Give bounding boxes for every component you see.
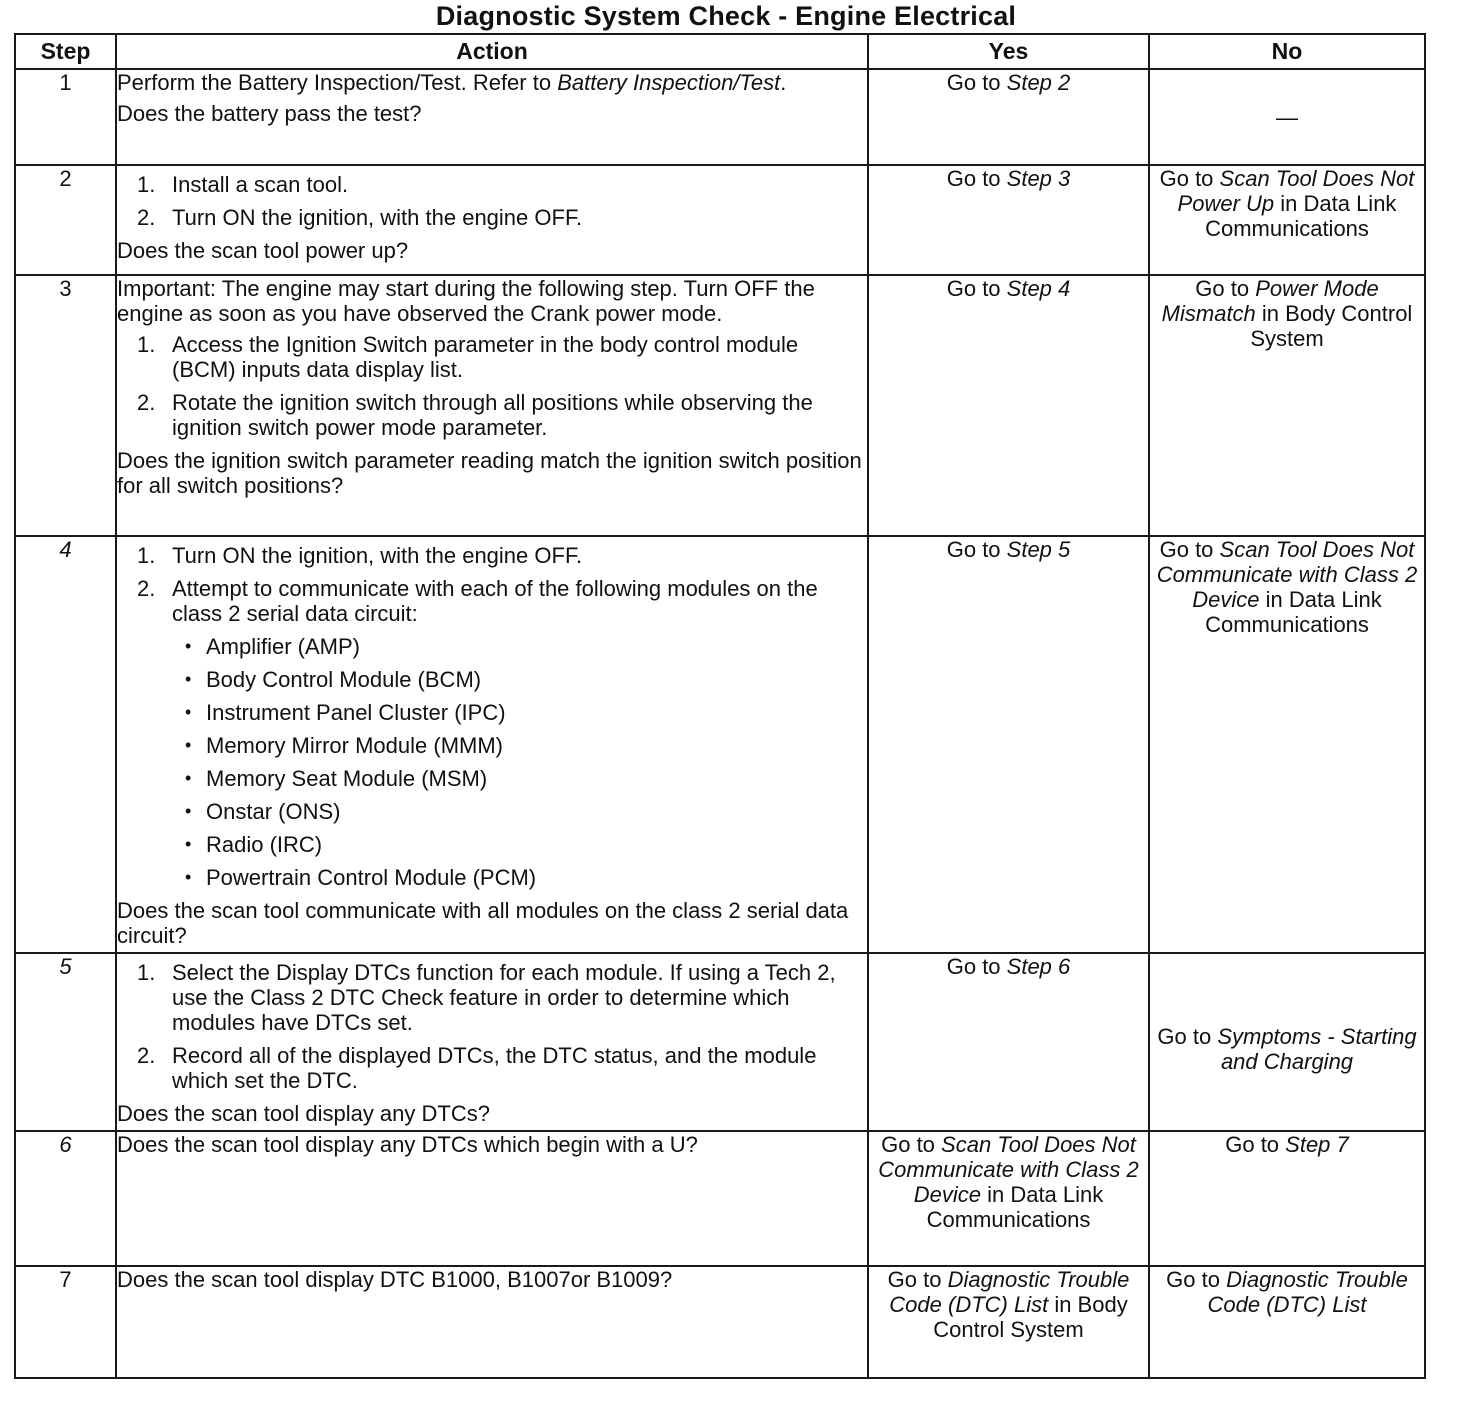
module-item: • Radio (IRC): [117, 832, 867, 857]
header-yes: Yes: [868, 34, 1149, 69]
no-cell: [1149, 1266, 1425, 1378]
table-row: [15, 536, 1425, 953]
step-number: [15, 165, 116, 275]
module-item: • Onstar (ONS): [117, 799, 867, 824]
no-reference: Diagnostic Trouble Code (DTC) List: [1207, 1267, 1408, 1317]
step-number-text: 7: [59, 1267, 72, 1292]
yes-prefix: Go to: [946, 70, 1007, 95]
step-number-text: 3: [59, 276, 72, 301]
yes-cell: [868, 275, 1149, 536]
action-steps: [117, 543, 867, 626]
no-cell: [1149, 1131, 1425, 1266]
yes-prefix: Go to: [887, 1267, 948, 1292]
no-cell: [1149, 536, 1425, 953]
step-number-text: 4: [59, 537, 72, 562]
yes-prefix: Go to: [946, 537, 1007, 562]
action-step: 1. Select the Display DTCs function for each module. If using a Tech 2, use the Class 2 DTC Check feature in order to determine which modules have DTCs set.: [137, 960, 836, 1035]
table-row: [15, 69, 1425, 165]
action-intro: Important: The engine may start during the following step. Turn OFF the engine as soon as you have observed the Crank power mode.: [117, 276, 815, 326]
action-question: Does the scan tool display any DTCs?: [117, 1101, 490, 1126]
module-item: • Memory Seat Module (MSM): [117, 766, 867, 791]
action-steps: [117, 172, 867, 230]
header-no: No: [1149, 34, 1425, 69]
action-steps: [117, 960, 867, 1093]
action-question: Does the scan tool power up?: [117, 238, 409, 263]
step-number: [15, 1131, 116, 1266]
action-cell: [116, 275, 868, 536]
yes-cell: [868, 536, 1149, 953]
no-suffix: in Body Control System: [1250, 301, 1413, 351]
step-number-text: 5: [59, 954, 72, 979]
yes-reference: Step 6: [1006, 954, 1071, 979]
action-step: 1. Install a scan tool.: [137, 172, 349, 197]
step-number-text: 2: [59, 166, 72, 191]
yes-prefix: Go to: [946, 276, 1007, 301]
step-number: [15, 275, 116, 536]
yes-reference: Step 5: [1006, 537, 1071, 562]
action-question: Does the scan tool display DTC B1000, B1007or B1009?: [117, 1267, 673, 1292]
no-reference: Symptoms - Starting and Charging: [1217, 1024, 1417, 1074]
action-cell: [116, 953, 868, 1131]
table-row: [15, 1266, 1425, 1378]
module-item: • Memory Mirror Module (MMM): [117, 733, 867, 758]
action-question: Does the battery pass the test?: [117, 101, 422, 126]
action-intro: [117, 70, 867, 95]
module-item: • Amplifier (AMP): [117, 634, 867, 659]
action-cell: [116, 69, 868, 165]
action-step: 2. Turn ON the ignition, with the engine OFF.: [137, 205, 583, 230]
no-prefix: Go to: [1159, 166, 1220, 191]
no-reference: Step 7: [1285, 1132, 1349, 1157]
table-row: [15, 1131, 1425, 1266]
action-cell: [116, 536, 868, 953]
action-question: Does the scan tool display any DTCs which begin with a U?: [117, 1132, 698, 1157]
yes-suffix: in Body Control System: [933, 1292, 1128, 1342]
action-step: 1. Access the Ignition Switch parameter in the body control module (BCM) inputs data display list.: [137, 332, 799, 382]
no-reference: Power Mode Mismatch: [1161, 276, 1379, 326]
table-row: [15, 953, 1425, 1131]
yes-cell: [868, 69, 1149, 165]
yes-reference: Step 2: [1006, 70, 1071, 95]
yes-cell: [868, 1266, 1149, 1378]
page-title: Diagnostic System Check - Engine Electrical: [435, 1, 1017, 31]
no-prefix: Go to: [1159, 537, 1220, 562]
action-step: 2. Attempt to communicate with each of the following modules on the class 2 serial data circuit:: [137, 576, 818, 626]
yes-reference: Step 3: [1006, 166, 1071, 191]
yes-reference: Scan Tool Does Not Communicate with Class 2 Device: [878, 1132, 1139, 1207]
step-number: [15, 953, 116, 1131]
header-step: Step: [15, 34, 116, 69]
no-cell: [1149, 165, 1425, 275]
step-number: [15, 1266, 116, 1378]
module-item: • Instrument Panel Cluster (IPC): [117, 700, 867, 725]
intro-text: Perform the Battery Inspection/Test. Refer to: [117, 70, 558, 95]
action-steps: [117, 332, 867, 440]
action-question: Does the ignition switch parameter reading match the ignition switch position for all switch positions?: [117, 448, 862, 498]
no-dash: —: [1276, 104, 1298, 130]
module-item: • Powertrain Control Module (PCM): [117, 865, 867, 890]
yes-prefix: Go to: [946, 166, 1007, 191]
action-step: 2. Record all of the displayed DTCs, the DTC status, and the module which set the DTC.: [137, 1043, 817, 1093]
module-item: • Body Control Module (BCM): [117, 667, 867, 692]
action-step: 2. Rotate the ignition switch through all positions while observing the ignition switch power mode parameter.: [137, 390, 813, 440]
module-list: [117, 634, 867, 890]
no-prefix: Go to: [1166, 1267, 1227, 1292]
no-cell: [1149, 69, 1425, 165]
no-reference: Scan Tool Does Not Communicate with Class 2 Device: [1156, 537, 1418, 612]
action-cell: [116, 1266, 868, 1378]
table-row: [15, 275, 1425, 536]
step-number: [15, 69, 116, 165]
yes-cell: [868, 165, 1149, 275]
no-suffix: in Data Link Communications: [1205, 191, 1397, 241]
action-cell: [116, 1131, 868, 1266]
step-number: [15, 536, 116, 953]
table-row: [15, 165, 1425, 275]
intro-end: .: [780, 70, 787, 95]
action-cell: [116, 165, 868, 275]
intro-reference: Battery Inspection/Test: [557, 70, 781, 95]
yes-prefix: Go to: [946, 954, 1007, 979]
no-prefix: Go to: [1157, 1024, 1218, 1049]
no-suffix: in Data Link Communications: [1205, 587, 1382, 637]
yes-cell: [868, 953, 1149, 1131]
no-cell: [1149, 275, 1425, 536]
yes-prefix: Go to: [881, 1132, 942, 1157]
no-cell: [1149, 953, 1425, 1131]
step-number-text: 1: [59, 70, 72, 95]
no-prefix: Go to: [1225, 1132, 1286, 1157]
diagnostic-table: [14, 33, 1426, 1379]
yes-reference: Diagnostic Trouble Code (DTC) List: [889, 1267, 1130, 1317]
yes-reference: Step 4: [1006, 276, 1071, 301]
no-prefix: Go to: [1195, 276, 1256, 301]
yes-cell: [868, 1131, 1149, 1266]
header-action: Action: [116, 34, 868, 69]
header-row: [15, 34, 1425, 69]
yes-suffix: in Data Link Communications: [926, 1182, 1104, 1232]
step-number-text: 6: [59, 1132, 72, 1157]
action-step: 1. Turn ON the ignition, with the engine OFF.: [137, 543, 583, 568]
action-question: Does the scan tool communicate with all modules on the class 2 serial data circuit?: [117, 898, 849, 948]
no-reference: Scan Tool Does Not Power Up: [1177, 166, 1415, 216]
